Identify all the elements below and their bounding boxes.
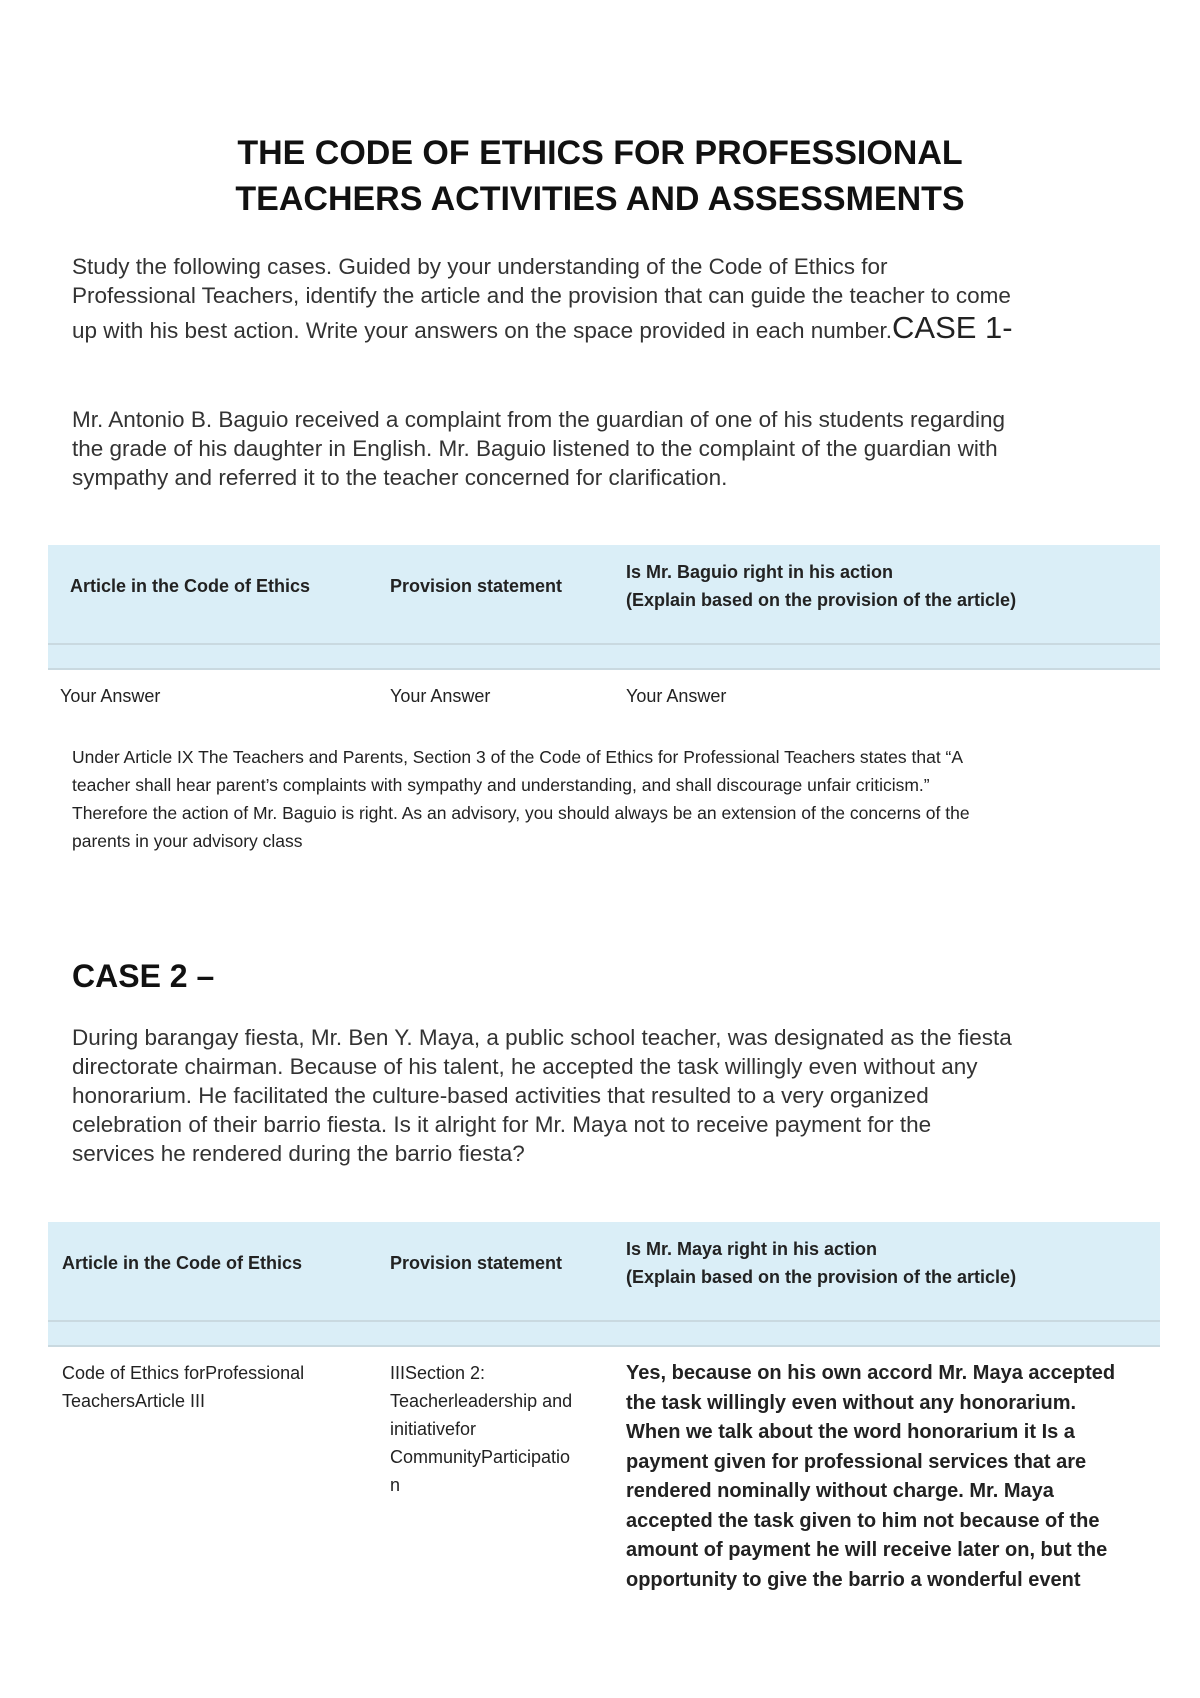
case-2-col-article: Article in the Code of Ethics bbox=[62, 1253, 303, 1273]
case-2-action-line-2: the task willingly even without any honorarium. bbox=[626, 1391, 1077, 1414]
case-2-action-line-5: rendered nominally without charge. Mr. Maya bbox=[626, 1480, 1054, 1502]
case-1-col-provision: Provision statement bbox=[390, 576, 563, 596]
case-2-provision-line-5: n bbox=[390, 1475, 401, 1495]
case-1-line-3: sympathy and referred it to the teacher concerned for clarification. bbox=[72, 465, 728, 490]
case-2-answer-provision bbox=[390, 1359, 572, 1499]
case-2-line-4: celebration of their barrio fiesta. Is it alright for Mr. Maya not to receive payment for the bbox=[72, 1112, 932, 1137]
case-1-answer-action: Your Answer bbox=[626, 686, 727, 706]
case-1-col-action-line-1: Is Mr. Baguio right in his action bbox=[626, 562, 894, 582]
case-1-answer-line-1: Under Article IX The Teachers and Parents, Section 3 of the Code of Ethics for Professional Teachers states that “A bbox=[72, 747, 964, 767]
case-1-answer-provision: Your Answer bbox=[390, 686, 491, 706]
document-title bbox=[0, 130, 1200, 222]
case-2-col-provision: Provision statement bbox=[390, 1253, 563, 1273]
intro-line-3 bbox=[72, 310, 1152, 345]
case-2-action-line-1: Yes, because on his own accord Mr. Maya accepted bbox=[626, 1362, 1116, 1384]
case-2-answer-article bbox=[62, 1359, 304, 1415]
case-2-article-line-1: Code of Ethics forProfessional bbox=[62, 1363, 305, 1383]
case-1-answer-paragraph bbox=[72, 743, 1152, 855]
case-1-answer-line-2: teacher shall hear parent’s complaints with sympathy and understanding, and shall discourage unfair criticism.” bbox=[72, 775, 930, 795]
case-2-provision-line-1: IIISection 2: bbox=[390, 1363, 486, 1383]
case-2-provision-line-3: initiativefor bbox=[390, 1419, 477, 1439]
case-2-line-2: directorate chairman. Because of his talent, he accepted the task willingly even without any bbox=[72, 1054, 978, 1079]
case-2-heading: CASE 2 – bbox=[72, 958, 215, 994]
case-2-action-line-8: opportunity to give the barrio a wonderful event bbox=[626, 1568, 1081, 1591]
instructions-paragraph bbox=[72, 252, 1152, 345]
case-1-table-subheader bbox=[48, 643, 1160, 670]
case-2-action-line-4: payment given for professional services that are bbox=[626, 1450, 1087, 1473]
title-line-2: TEACHERS ACTIVITIES AND ASSESSMENTS bbox=[235, 180, 965, 218]
case-1-col-action-line-2: (Explain based on the provision of the article) bbox=[626, 590, 1017, 610]
case-2-article-line-2: TeachersArticle III bbox=[62, 1391, 206, 1411]
case-1-answer-article: Your Answer bbox=[60, 686, 161, 706]
case-1-answer-line-4: parents in your advisory class bbox=[72, 831, 303, 851]
case-1-col-article: Article in the Code of Ethics bbox=[70, 576, 311, 596]
case-2-table-subheader bbox=[48, 1320, 1160, 1347]
case-2-description bbox=[72, 1023, 1152, 1168]
case-2-line-5: services he rendered during the barrio fiesta? bbox=[72, 1141, 525, 1166]
intro-line-1: Study the following cases. Guided by your understanding of the Code of Ethics for bbox=[72, 254, 888, 279]
case-2-table-header bbox=[48, 1222, 1160, 1320]
case-1-heading: CASE 1- bbox=[892, 310, 1013, 345]
case-2-provision-line-2: Teacherleadership and bbox=[390, 1391, 573, 1411]
case-2-action-line-6: accepted the task given to him not because of the bbox=[626, 1509, 1100, 1532]
case-1-description bbox=[72, 405, 1152, 492]
case-1-line-1: Mr. Antonio B. Baguio received a complaint from the guardian of one of his students regarding bbox=[72, 407, 1006, 432]
case-2-col-action-line-1: Is Mr. Maya right in his action bbox=[626, 1239, 878, 1259]
intro-line-3-text: up with his best action. Write your answers on the space provided in each number. bbox=[72, 318, 893, 343]
case-1-table-header bbox=[48, 545, 1160, 643]
case-1-answer-line-3: Therefore the action of Mr. Baguio is right. As an advisory, you should always be an extension of the concerns of the bbox=[72, 803, 970, 823]
case-2-line-1: During barangay fiesta, Mr. Ben Y. Maya, a public school teacher, was designated as the fiesta bbox=[72, 1025, 1012, 1050]
case-2-line-3: honorarium. He facilitated the culture-based activities that resulted to a very organized bbox=[72, 1083, 929, 1108]
case-2-answer-action bbox=[626, 1359, 1115, 1595]
case-2-provision-line-4: CommunityParticipatio bbox=[390, 1447, 571, 1467]
intro-line-2: Professional Teachers, identify the article and the provision that can guide the teacher to come bbox=[72, 283, 1011, 308]
case-2-col-action-line-2: (Explain based on the provision of the article) bbox=[626, 1267, 1017, 1287]
case-1-line-2: the grade of his daughter in English. Mr. Baguio listened to the complaint of the guardian with bbox=[72, 436, 998, 461]
case-2-action-line-3: When we talk about the word honorarium it Is a bbox=[626, 1421, 1075, 1443]
title-line-1: THE CODE OF ETHICS FOR PROFESSIONAL bbox=[237, 134, 963, 172]
case-2-action-line-7: amount of payment he will receive later on, but the bbox=[626, 1539, 1108, 1561]
